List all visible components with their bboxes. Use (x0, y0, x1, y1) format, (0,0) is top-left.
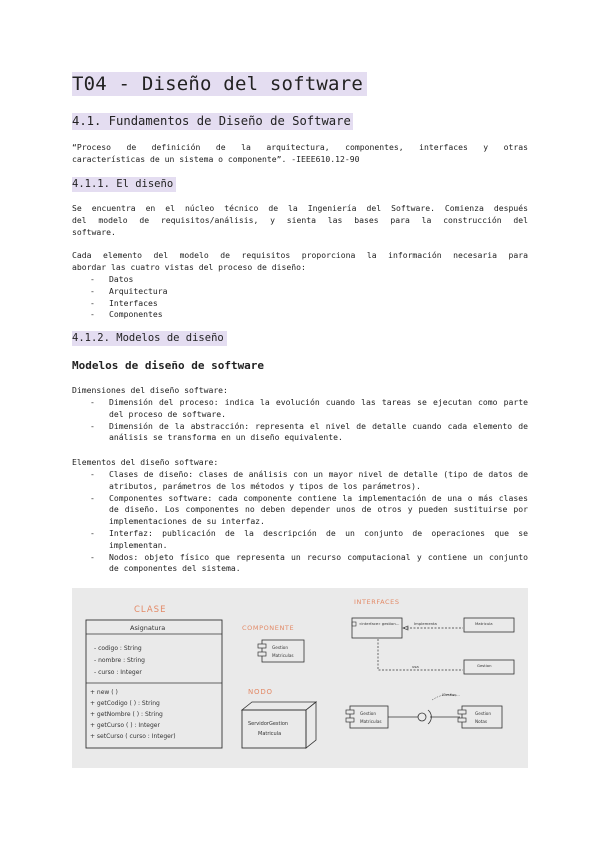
class-box-text: Gestion (477, 663, 492, 668)
class-box-text: Matricula (475, 621, 493, 626)
section-heading-4-1: 4.1. Fundamentos de Diseño de Software (72, 114, 351, 128)
paragraph-design-line2: del modelo de requisitos/análisis, y sienta las bases para la construcción del (72, 215, 528, 225)
list-item: - Nodos: objeto físico que representa un recurso computacional y contiene un conjunto de componentes del sistema. (90, 551, 528, 574)
paragraph-views-line1: Cada elemento del modelo de requisitos proporciona la información necesaria para (72, 250, 528, 260)
uml-sketch-svg (72, 588, 528, 768)
component-name: Gestion (475, 711, 492, 716)
class-method: + setCurso ( curso : Integer) (90, 733, 176, 740)
class-attribute: - nombre : String (94, 657, 145, 664)
section-heading-4-1-1: 4.1.1. El diseño (72, 177, 176, 192)
list-item: - Clases de diseño: clases de análisis con un mayor nivel de detalle (tipo de datos de atributos, parámetros de los métodos y tipos de los parámetros). (90, 469, 528, 491)
node-box (242, 710, 306, 748)
paragraph-design-line1: Se encuentra en el núcleo técnico de la Ingeniería del Software. Comienza después (72, 203, 528, 213)
dimensions-list (90, 397, 528, 444)
component-box (350, 706, 388, 728)
design-views-list (90, 274, 528, 321)
interface-box-text: «interface» gestion... (359, 621, 400, 626)
component-name: Gestion (360, 711, 377, 716)
clase-label: CLASE (134, 605, 167, 615)
component-box (262, 640, 304, 662)
elements-intro: Elementos del diseño software: (72, 457, 219, 467)
list-item: - Componentes (90, 309, 163, 320)
component-name: Notas (475, 719, 488, 724)
class-method: + getNombre ( ) : String (90, 711, 163, 718)
list-item: - Dimensión del proceso: indica la evolución cuando las tareas se ejecutan como parte del proceso de software. (90, 397, 528, 419)
paragraph-views-line2: abordar las cuatro vistas del proceso de diseño: (72, 262, 306, 272)
component-box (462, 706, 502, 728)
uml-sketch-figure (72, 588, 528, 768)
component-name: Matriculas (272, 653, 294, 658)
list-item: - Interfaz: publicación de la descripción de un conjunto de operaciones que se implementan. (90, 527, 528, 550)
section-heading-4-1-2: 4.1.2. Modelos de diseño (72, 331, 227, 346)
paragraph-design-line3: software. (72, 227, 116, 237)
definition-quote-line2: características de un sistema o componente”. -IEEE610.12-90 (72, 154, 360, 164)
relation-label: usa (412, 664, 419, 669)
nodo-label: NODO (248, 688, 273, 696)
component-name: Matriculas (360, 719, 382, 724)
class-attribute: - codigo : String (94, 645, 142, 652)
page-title: T04 - Diseño del software (72, 72, 367, 96)
interfaces-label: INTERFACES (354, 598, 400, 606)
list-item: - Interfaces (90, 297, 158, 308)
definition-quote-line1: “Proceso de definición de la arquitectura, componentes, interfaces y otras (72, 142, 528, 152)
class-attribute: - curso : Integer (94, 669, 142, 676)
class-method: + getCurso ( ) : Integer (90, 722, 160, 729)
elements-list (90, 469, 528, 575)
list-item: - Arquitectura (90, 285, 168, 296)
class-method: + new ( ) (90, 689, 118, 696)
list-item: - Componentes software: cada componente contiene la implementación de una o más clases de diseño. Los componentes no deben depender unos de otros y pueden sustituirse por implementaciones de su interfaz. (90, 492, 528, 527)
list-item: - Datos (90, 274, 134, 284)
component-name: Gestion (272, 645, 289, 650)
class-name: Asignatura (130, 624, 166, 632)
class-method: + getCodigo ( ) : String (90, 700, 160, 707)
componente-label: COMPONENTE (242, 624, 295, 632)
interface-lollipop (418, 713, 426, 721)
node-name: ServidorGestion (248, 721, 289, 727)
list-item: - Dimensión de la abstracción: representa el nivel de detalle cuando cada elemento de análisis se transforma en un diseño equivalente. (90, 420, 528, 443)
relation-label: Implementa (414, 621, 437, 626)
dimensions-intro: Dimensiones del diseño software: (72, 385, 228, 395)
lollipop-label: IGestion... (442, 693, 460, 697)
node-name: Matricula (258, 731, 282, 737)
subheading-design-models: Modelos de diseño de software (72, 359, 265, 372)
